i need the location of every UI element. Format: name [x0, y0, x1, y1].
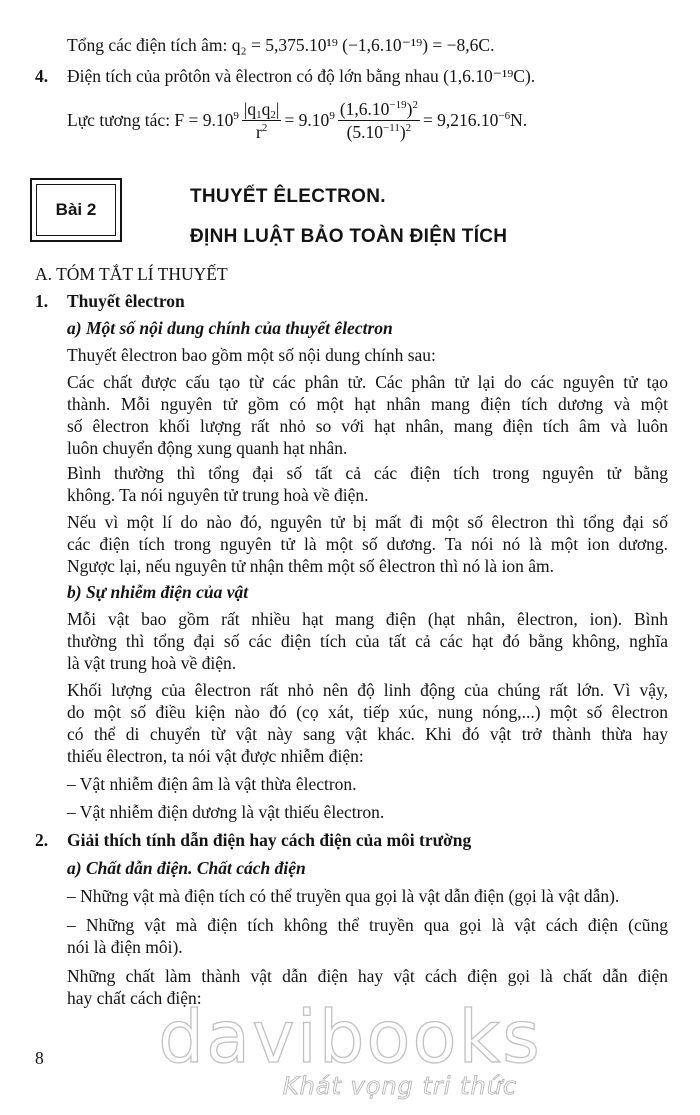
total-negative-charge: Tổng các điện tích âm: q₂ = 5,375.10¹⁹ (−1,6.10⁻¹⁹) = −8,6C.	[67, 35, 495, 55]
item-4-number: 4.	[35, 66, 49, 86]
paragraph-line: không. Ta nói nguyên tử trung hoà về điện.	[67, 485, 369, 505]
definition-conductor: – Những vật mà điện tích có thể truyền qua gọi là vật dẫn điện (gọi là vật dẫn).	[67, 886, 620, 906]
page-number: 8	[35, 1048, 44, 1068]
formula-fraction-2: $\frac{(1,6.10^{-19})^2}{(5.10^{-11})^2}$	[339, 98, 418, 142]
paragraph-line: nói là điện môi).	[67, 937, 183, 957]
paragraph-line: Những chất làm thành vật dẫn điện hay vật cách điện gọi là chất dẫn điện	[67, 966, 668, 986]
bullet-negative-charge: – Vật nhiễm điện âm là vật thừa êlectron.	[67, 774, 357, 794]
subsection-2a-title: a) Chất dẫn điện. Chất cách điện	[67, 858, 306, 878]
paragraph-line: là vật trung hoà về điện.	[67, 653, 237, 673]
paragraph-line: hay chất cách điện:	[67, 988, 202, 1008]
paragraph-line: số êlectron khối lượng rất nhỏ so với hạt nhân, mang điện tích âm và luôn	[67, 416, 668, 436]
formula-middle: = $9.10^9$	[284, 110, 335, 130]
section-1-title: Thuyết êlectron	[67, 291, 185, 311]
section-1-number: 1.	[35, 291, 49, 311]
paragraph-line: có thể di chuyển từ vật này sang vật khác. Khi đó vật trở thành thừa hay	[67, 724, 668, 744]
subsection-1a-title: a) Một số nội dung chính của thuyết êlectron	[67, 318, 393, 338]
paragraph-line: luôn chuyển động xung quanh hạt nhân.	[67, 438, 348, 458]
watermark-brand: davibooks	[158, 995, 542, 1079]
subsection-1b-title: b) Sự nhiễm điện của vật	[67, 582, 249, 602]
paragraph-line: Mỗi vật bao gồm rất nhiều hạt mang điện (hạt nhân, êlectron, ion). Bình	[67, 609, 668, 629]
paragraph-line: các điện tích trong nguyên tử là một số dương. Ta nói nó là một ion dương.	[67, 534, 668, 554]
lesson-label-box	[30, 178, 122, 242]
section-2-number: 2.	[35, 830, 49, 850]
section-2-title: Giải thích tính dẫn điện hay cách điện của môi trường	[67, 830, 472, 850]
paragraph-line: do một số điều kiện nào đó (cọ xát, tiếp xúc, nung nóng,...) một số êlectron	[67, 702, 668, 722]
lesson-title-line-2: ĐỊNH LUẬT BẢO TOÀN ĐIỆN TÍCH	[190, 226, 508, 247]
lesson-title-line-1: THUYẾT ÊLECTRON.	[190, 186, 386, 207]
item-4-text: Điện tích của prôtôn và êlectron có độ lớn bằng nhau (1,6.10⁻¹⁹C).	[67, 66, 536, 86]
force-formula	[67, 93, 527, 147]
watermark-tagline: Khát vọng tri thức	[282, 1072, 518, 1100]
paragraph-line: Khối lượng của êlectron rất nhỏ nên độ linh động của chúng rất lớn. Vì vậy,	[67, 680, 668, 700]
formula-fraction-1: $\frac{|q_1q_2|}{r^2}$	[243, 98, 280, 142]
formula-result: = $9,216.10^{-6}N$.	[422, 110, 528, 130]
paragraph-line: Nếu vì một lí do nào đó, nguyên tử bị mất đi một số êlectron thì tổng đại số	[67, 512, 668, 532]
lesson-label: Bài 2	[36, 184, 116, 236]
paragraph-line: Các chất được cấu tạo từ các phân tử. Các phân tử lại do các nguyên tử tạo	[67, 372, 668, 392]
paragraph-line: thiếu êlectron, ta nói vật được nhiễm điện:	[67, 746, 364, 766]
paragraph-line: – Những vật mà điện tích không thể truyền qua gọi là vật cách điện (cũng	[67, 915, 668, 935]
section-a-heading: A. TÓM TẮT LÍ THUYẾT	[35, 264, 228, 284]
paragraph-intro: Thuyết êlectron bao gồm một số nội dung chính sau:	[67, 345, 436, 365]
paragraph-line: thành. Mỗi nguyên tử gồm có một hạt nhân mang điện tích dương và một	[67, 394, 668, 414]
paragraph-line: Ngược lại, nếu nguyên tử nhận thêm một số êlectron thì nó là ion âm.	[67, 556, 555, 576]
formula-lead: Lực tương tác: $F = 9.10^9$	[67, 110, 239, 130]
paragraph-line: Bình thường thì tổng đại số tất cả các điện tích trong nguyên tử bằng	[67, 463, 668, 483]
bullet-positive-charge: – Vật nhiễm điện dương là vật thiếu êlectron.	[67, 802, 385, 822]
paragraph-line: thường thì tổng đại số các điện tích của tất cả các hạt đó bằng không, nghĩa	[67, 631, 668, 651]
